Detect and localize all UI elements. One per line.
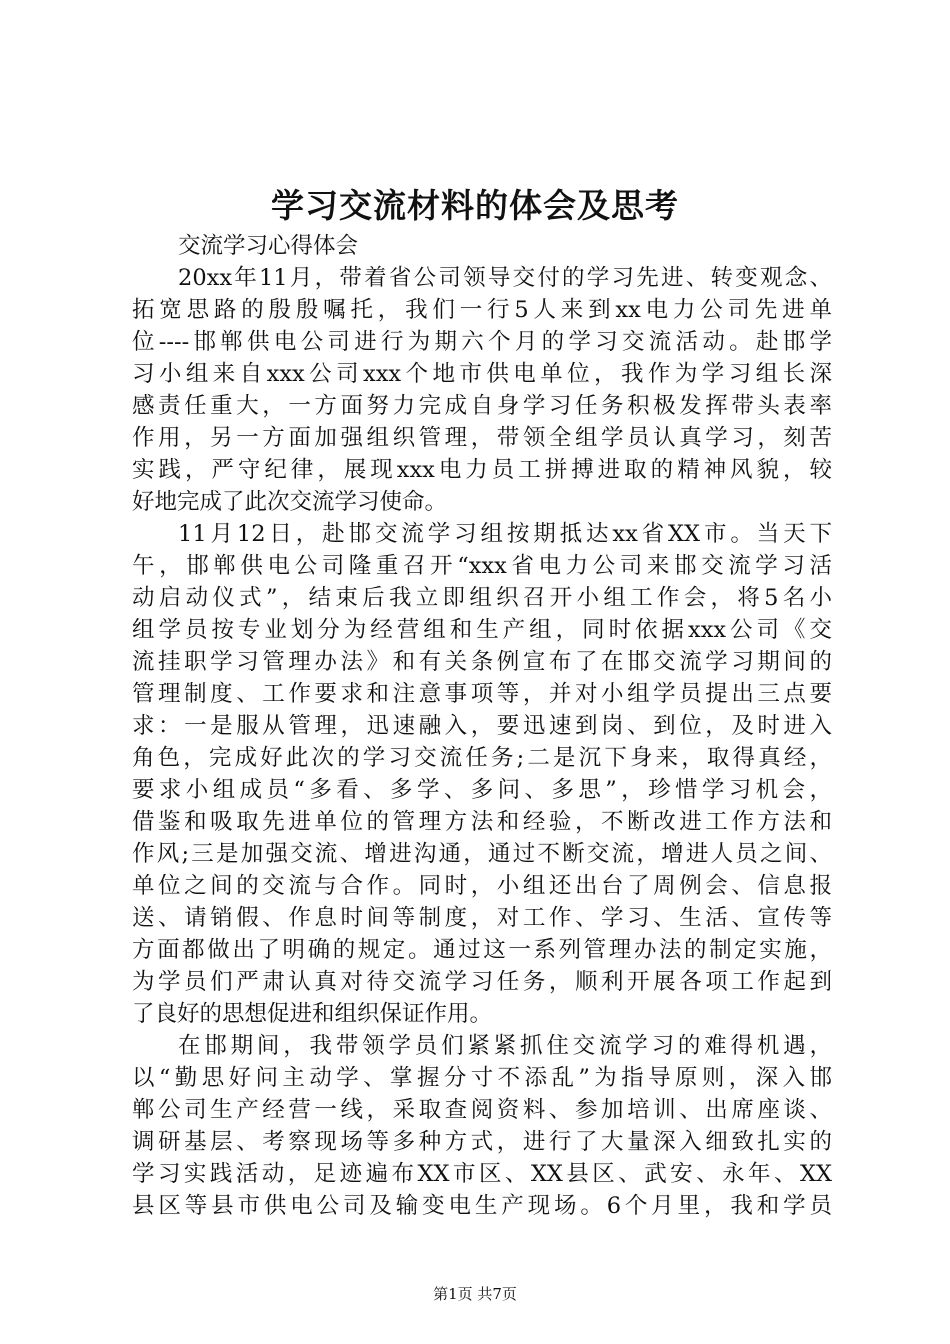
paragraph-line: 学习实践活动，足迹遍布XX市区、XX县区、武安、永年、XX <box>132 1161 832 1187</box>
paragraph-line: 流挂职学习管理办法》和有关条例宣布了在邯交流学习期间的 <box>132 649 832 675</box>
paragraph-line: 郸公司生产经营一线，采取查阅资料、参加培训、出席座谈、 <box>132 1097 832 1123</box>
document-title: 学习交流材料的体会及思考 <box>271 186 679 225</box>
paragraph-line: 为学员们严肃认真对待交流学习任务，顺利开展各项工作起到 <box>132 969 832 995</box>
paragraph-line: 感责任重大，一方面努力完成自身学习任务积极发挥带头表率 <box>132 393 832 419</box>
paragraph-line: 县区等县市供电公司及输变电生产现场。6个月里，我和学员 <box>132 1193 832 1219</box>
page-number: 第1页 共7页 <box>433 1285 517 1303</box>
paragraph-line: 实践，严守纪律，展现xxx电力员工拼搏进取的精神风貌，较 <box>132 457 832 483</box>
paragraph-line: 方面都做出了明确的规定。通过这一系列管理办法的制定实施， <box>132 937 832 963</box>
paragraph-line: 组学员按专业划分为经营组和生产组，同时依据xxx公司《交 <box>132 617 832 643</box>
paragraph-line: 借鉴和吸取先进单位的管理方法和经验，不断改进工作方法和 <box>132 809 832 835</box>
paragraph-line: 好地完成了此次交流学习使命。 <box>132 489 448 515</box>
paragraph-line: 求：一是服从管理，迅速融入，要迅速到岗、到位，及时进入 <box>132 713 832 739</box>
paragraph-line: 管理制度、工作要求和注意事项等，并对小组学员提出三点要 <box>132 681 832 707</box>
paragraph-line: 拓宽思路的殷殷嘱托，我们一行5人来到xx电力公司先进单 <box>132 297 832 323</box>
document-body <box>132 230 832 1222</box>
paragraph-line: 以“勤思好问主动学、掌握分寸不添乱”为指导原则，深入邯 <box>132 1065 832 1091</box>
paragraph-line: 位----邯郸供电公司进行为期六个月的学习交流活动。赴邯学 <box>132 329 832 355</box>
subtitle-line: 交流学习心得体会 <box>178 233 359 259</box>
paragraph-line: 要求小组成员“多看、多学、多问、多思”，珍惜学习机会， <box>132 777 832 803</box>
paragraph-line: 20xx年11月，带着省公司领导交付的学习先进、转变观念、 <box>178 265 832 291</box>
paragraph-line: 了良好的思想促进和组织保证作用。 <box>132 1001 493 1027</box>
paragraph-line: 角色，完成好此次的学习交流任务;二是沉下身来，取得真经， <box>132 745 832 771</box>
paragraph-line: 在邯期间，我带领学员们紧紧抓住交流学习的难得机遇， <box>178 1033 832 1059</box>
paragraph-line: 11月12日，赴邯交流学习组按期抵达xx省XX市。当天下 <box>178 521 832 547</box>
paragraph-line: 动启动仪式”，结束后我立即组织召开小组工作会，将5名小 <box>132 585 832 611</box>
paragraph-line: 单位之间的交流与合作。同时，小组还出台了周例会、信息报 <box>132 873 832 899</box>
paragraph-line: 午，邯郸供电公司隆重召开“xxx省电力公司来邯交流学习活 <box>132 553 832 579</box>
paragraph-line: 送、请销假、作息时间等制度，对工作、学习、生活、宣传等 <box>132 905 832 931</box>
paragraph-line: 作风;三是加强交流、增进沟通，通过不断交流，增进人员之间、 <box>132 841 832 867</box>
paragraph-line: 习小组来自xxx公司xxx个地市供电单位，我作为学习组长深 <box>132 361 832 387</box>
paragraph-line: 作用，另一方面加强组织管理，带领全组学员认真学习，刻苦 <box>132 425 832 451</box>
paragraph-line: 调研基层、考察现场等多种方式，进行了大量深入细致扎实的 <box>132 1129 832 1155</box>
